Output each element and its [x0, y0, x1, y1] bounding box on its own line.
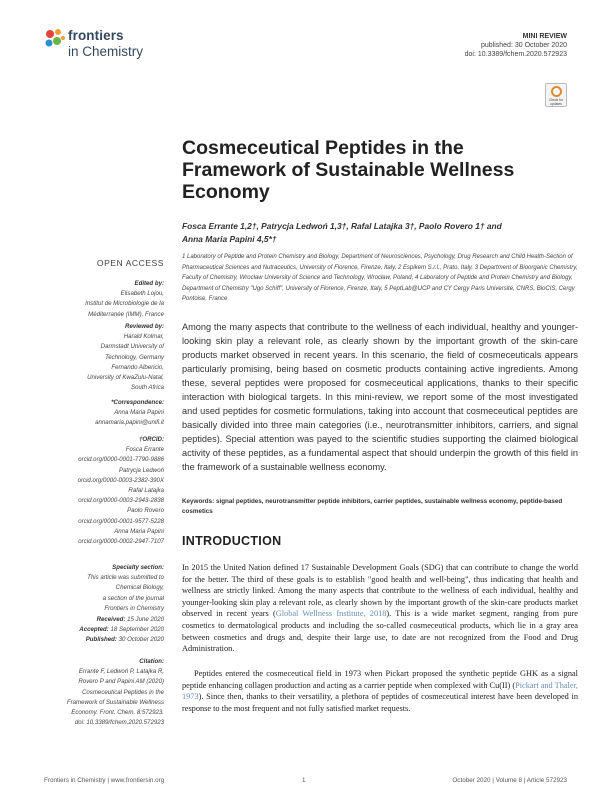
citation-link[interactable]: Global Wellness Institute, 2018 [275, 609, 387, 619]
journal-logo[interactable] [44, 26, 184, 66]
orcid-link[interactable]: orcid.org/0000-0001-9577-5228 [78, 517, 164, 525]
footer-article-info: October 2020 | Volume 8 | Article 572923 [452, 777, 567, 784]
correspondence: *Correspondence: Anna Maria Papini annamaria.papini@unifi.it [14, 398, 164, 429]
orcid-link[interactable]: orcid.org/0000-0002-2947-7107 [78, 538, 164, 546]
article-title: Cosmeceutical Peptides in the Framework of Sustainable Wellness Economy [182, 137, 515, 203]
intro-paragraph-1: In 2015 the United Nation defined 17 Sustainable Development Goals (SDG) that can contribute to change the world for the better. The third of these goals is to establish "good health and well-being", thus indicating that health and wellness are strictly linked. Among the many aspects that contribute to the wellness of each individual, healthy and younger-looking skin play a relevant role, as clearly shown by the important growth of the skin-care products market observed in recent years (Global Wellness Institute, 2018). This is a wide market segment, ranging from pure cosmetics to dermatological products and including the so-called cosmeceutical products, which lie in a gray area between cosmetics and drugs and, despite their large use, to date are not recognized from the Food and Drug Administration. [182, 563, 578, 654]
article-type: MINI REVIEW [522, 33, 567, 40]
check-for-updates-button[interactable] [545, 83, 567, 107]
article-meta [465, 32, 567, 59]
orcid-list: †ORCID: Fosca Errante orcid.org/0000-0001-7790-9886 Patrycja Ledwoń orcid.org/0000-0003-2382-390X Rafal Latajka orcid.org/0000-0003-2943-2838 Paolo Rovero orcid.org/0000-0001-9577-5228 Anna Maria Papini orcid.org/0000-0002-2947-7107 [14, 435, 164, 547]
abstract: Among the many aspects that contribute to the wellness of each individual, healthy and younger-looking skin play a relevant role, as clearly shown by the important growth of the skin-care products market observed in recent years. In this scenario, the field of cosmeceuticals appears particularly promising, being based on cosmetic products containing active ingredients. Among these, several peptides were proposed for cosmeceutical applications, thanks to their specific interaction with biological targets. In this mini-review, we report some of the most investigated and used peptides for cosmetic formulations, taking into account that cosmeceutical peptides are basically divided into three main categories (i.e., neurotransmitter inhibitors, carriers, and signal peptides). Special attention was payed to the scientific studies supporting the claimed biological activity of these peptides, as a fundamental aspect that should underpin the growth of this field in the framework of a sustainable wellness economy. [182, 322, 578, 473]
keywords [182, 497, 578, 516]
intro-paragraph-2: Peptides entered the cosmeceutical field in 1973 when Pickart proposed the synthetic peptide GHK as a signal peptide enhancing collagen production and acting as a carrier peptide when complexed with Cu(II) (Pickart and Thaler, 1973). Since then, thanks to their versatility, a plethora of peptides of cosmeceutical interest have been developed in response to the most frequent and not fully satisfied market requests. [182, 669, 579, 713]
section-heading-introduction: INTRODUCTION [182, 534, 282, 548]
keywords-list: signal peptides, neurotransmitter peptide inhibitors, carrier peptides, sustainable wellness economy, peptide-based cosmetics [182, 498, 563, 515]
correspondence-email[interactable]: annamaria.papini@unifi.it [95, 419, 164, 427]
orcid-link[interactable]: orcid.org/0000-0003-2382-390X [77, 476, 164, 484]
edited-by: Edited by: Elisabeth Lojou, Institut de Microbiologie de la Méditerranée (IMM), France [85, 280, 164, 318]
logo-text-journal: in Chemistry [68, 44, 144, 59]
affiliations: 1 Laboratory of Peptide and Protein Chemistry and Biology, Department of Neurosciences, Psychology, Drug Research and Child Health-Section of Pharmaceutical Sciences and Nutraceutics, University of Florence, Firenze, Italy, 2 Espikem S.r.l., Prato, Italy, 3 Department of Bioorganic Chemistry, Faculty of Chemistry, Wrocław University of Science and Technology, Wrocław, Poland, 4 Laboratory of Peptide and Protein Chemistry and Biology, Department of Chemistry "Ugo Schiff", University of Florence, Firenze, Italy, 5 PeptLab@UCP and CY Cergy Paris Université, CNRS, BioCIS, Cergy Pontoise, France [182, 254, 578, 302]
frontiers-logo-icon [44, 28, 66, 50]
logo-text-frontiers: frontiers [68, 28, 124, 43]
authors-line-1: Fosca Errante 1,2†, Patrycja Ledwoń 1,3†, Rafal Latajka 3†, Paolo Rovero 1† and [182, 221, 502, 231]
check-updates-label: Check for updates [548, 98, 564, 106]
check-updates-icon [551, 86, 562, 97]
article-dates: Received: 15 June 2020 Accepted: 18 September 2020 Published: 30 October 2020 [79, 616, 164, 644]
keywords-label: Keywords: [182, 498, 215, 505]
doi[interactable]: doi: 10.3389/fchem.2020.572923 [464, 51, 567, 58]
orcid-link[interactable]: orcid.org/0000-0001-7790-9886 [78, 456, 164, 464]
published-date: published: 30 October 2020 [480, 42, 567, 49]
specialty-section: Specialty section: This article was submitted to Chemical Biology, a section of the journal Frontiers in Chemistry [87, 564, 164, 612]
page-number: 1 [302, 777, 306, 784]
author-list [182, 220, 572, 246]
reviewed-by: Reviewed by: Harald Kolmar, Darmstadt University of Technology, Germany Fernando Albericio, University of KwaZulu-Natal, South Africa [87, 323, 164, 392]
authors-line-2: Anna Maria Papini 4,5*† [182, 234, 277, 244]
orcid-link[interactable]: orcid.org/0000-0003-2943-2838 [78, 497, 164, 505]
citation-link[interactable]: Pickart and Thaler, 1973 [182, 680, 579, 702]
open-access-label: OPEN ACCESS [96, 258, 164, 268]
footer-journal-link[interactable]: Frontiers in Chemistry | www.frontiersin.org [44, 777, 165, 784]
citation-block: Citation: Errante F, Ledwoń P, Latajka R, Rovero P and Papini AM (2020) Cosmeceutical Peptides in the Framework of Sustainable Wellness Economy. Front. Chem. 8:572923. doi: 10.3389/fchem.2020.572923 [66, 658, 164, 727]
